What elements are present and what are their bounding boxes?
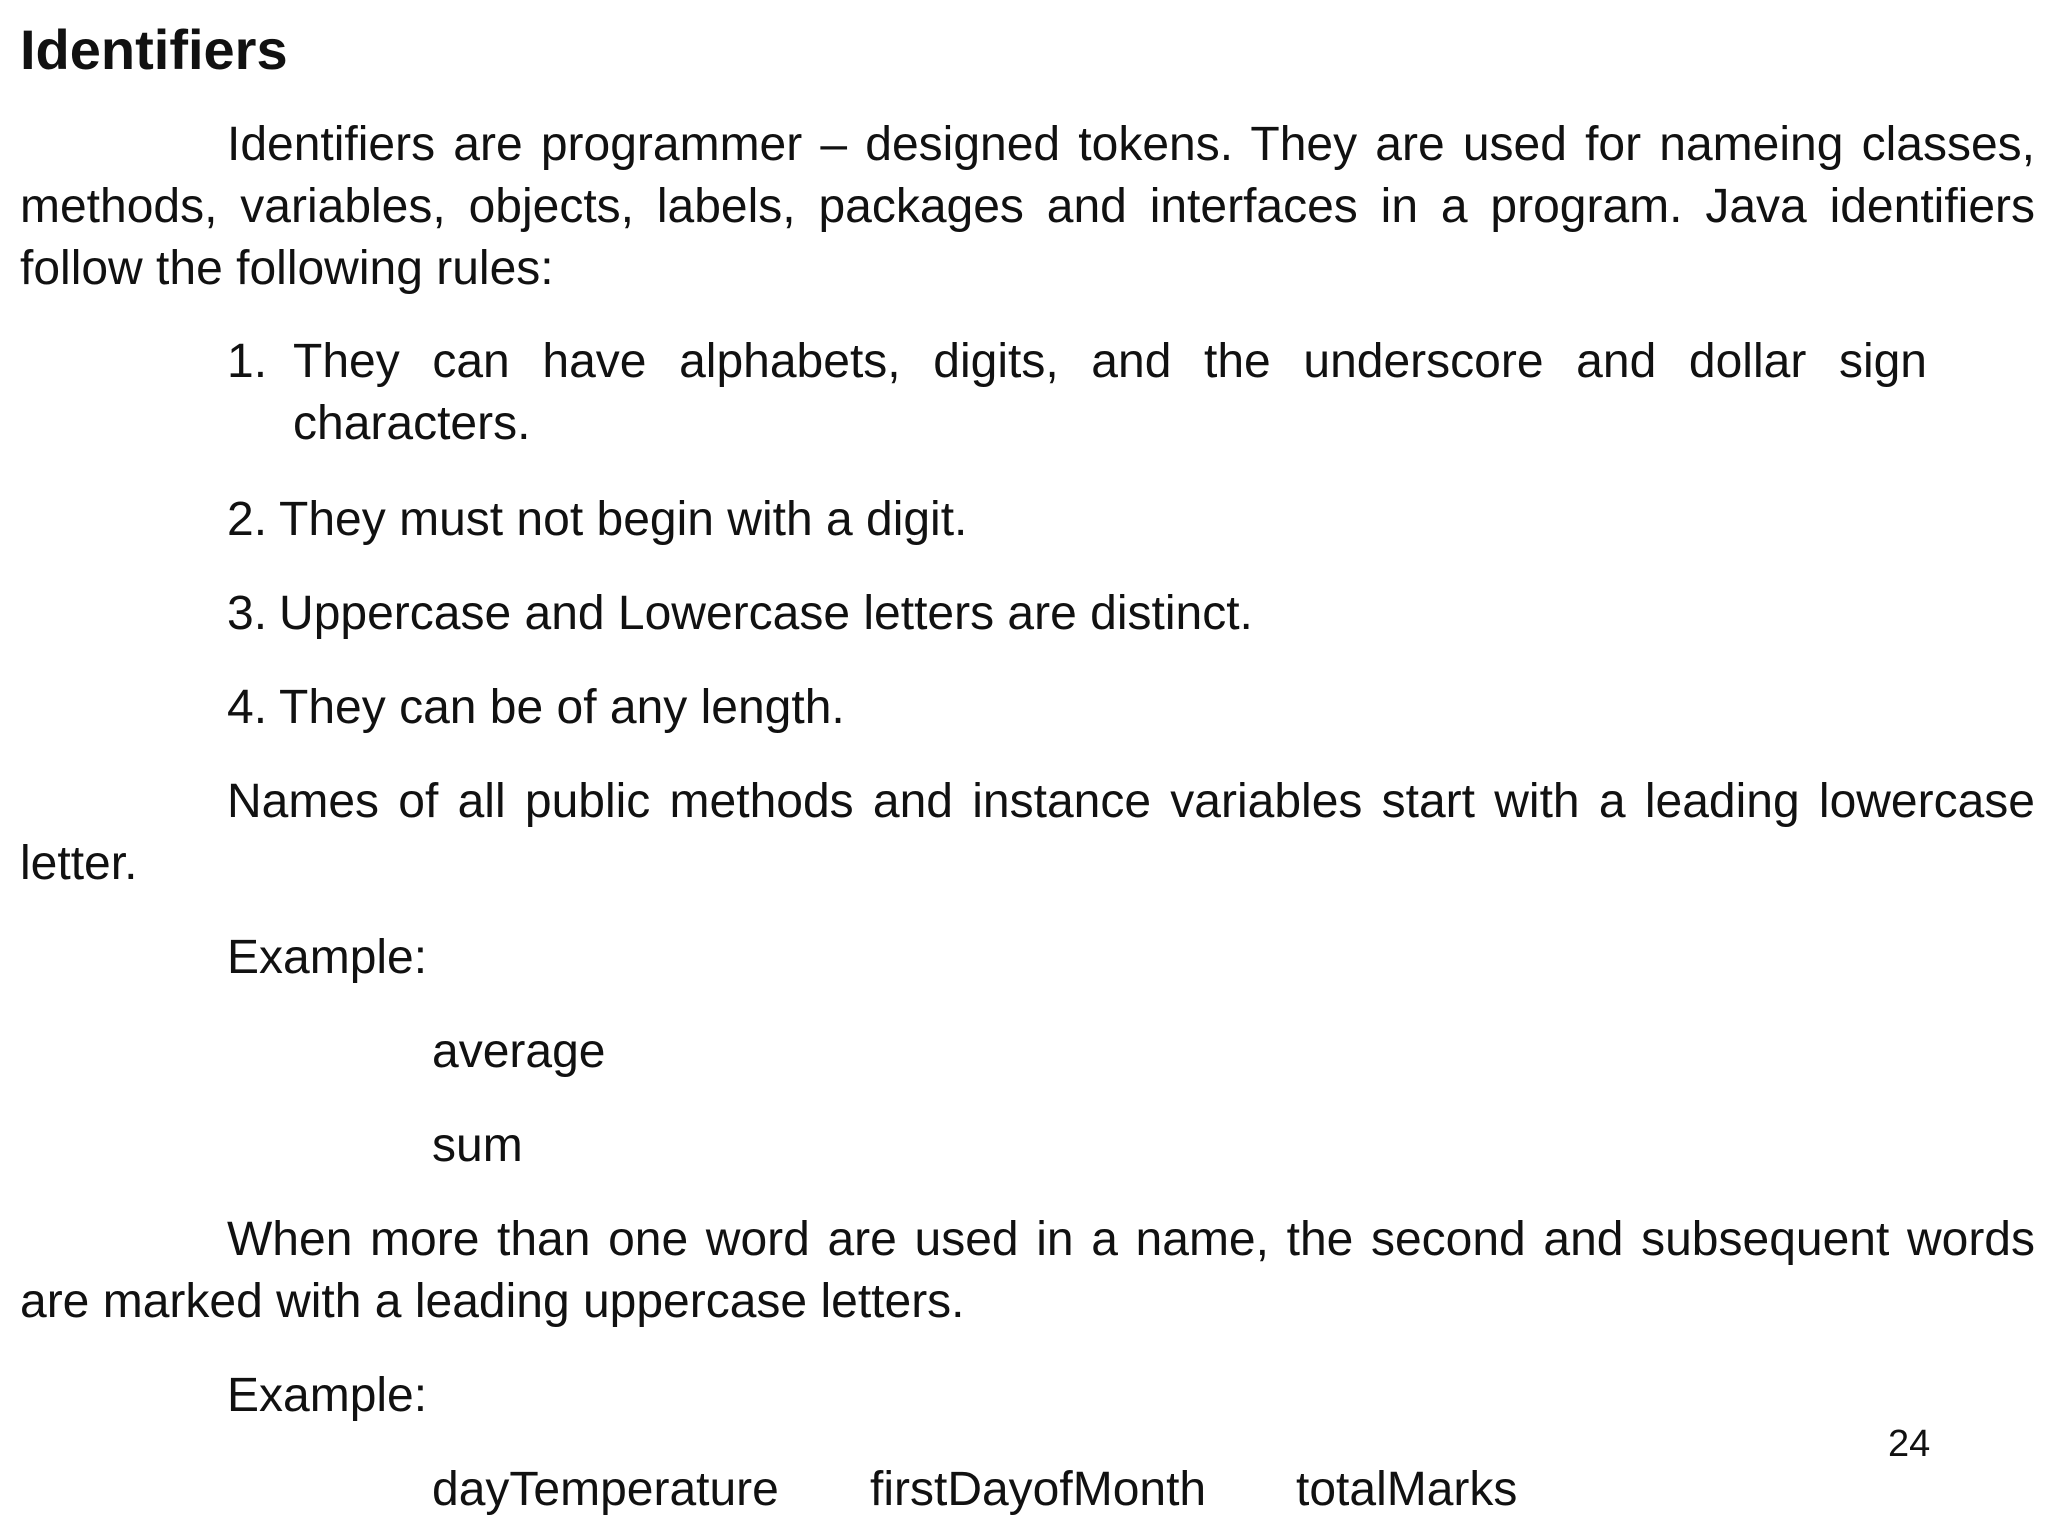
rule-number: 4. <box>227 681 268 734</box>
rule-text: Uppercase and Lowercase letters are distinct. <box>279 587 1253 640</box>
rule-item-1 <box>227 331 1927 455</box>
example-identifier: totalMarks <box>1296 1463 1518 1516</box>
multiword-paragraph: When more than one word are used in a name, the second and subsequent words are marked with a leading uppercase letters. <box>20 1213 2035 1328</box>
example-identifier: firstDayofMonth <box>870 1463 1207 1516</box>
example-identifier: sum <box>432 1119 523 1172</box>
intro-paragraph: Identifiers are programmer – designed tokens. They are used for nameing classes, methods, variables, objects, labels, packages and interfaces in a program. Java identifiers follow the following rules: <box>20 118 2035 295</box>
rule-number: 1. <box>227 335 268 388</box>
rule-item-2 <box>227 489 967 551</box>
rule-text: They must not begin with a digit. <box>279 493 968 546</box>
rule-number: 3. <box>227 587 268 640</box>
section-heading: Identifiers <box>20 18 288 81</box>
rule-number: 2. <box>227 493 268 546</box>
naming-paragraph: Names of all public methods and instance variables start with a leading lowercase letter. <box>20 775 2035 890</box>
page-number: 24 <box>1888 1423 1931 1465</box>
example-identifier: average <box>432 1025 606 1078</box>
example-label: Example: <box>227 931 428 984</box>
rule-text: They can be of any length. <box>279 681 845 734</box>
example-identifier: dayTemperature <box>432 1463 779 1516</box>
rule-item-3 <box>227 583 1253 645</box>
rule-item-4 <box>227 677 845 739</box>
rule-text: They can have alphabets, digits, and the underscore and dollar sign characters. <box>293 335 1927 450</box>
example-label: Example: <box>227 1369 428 1422</box>
